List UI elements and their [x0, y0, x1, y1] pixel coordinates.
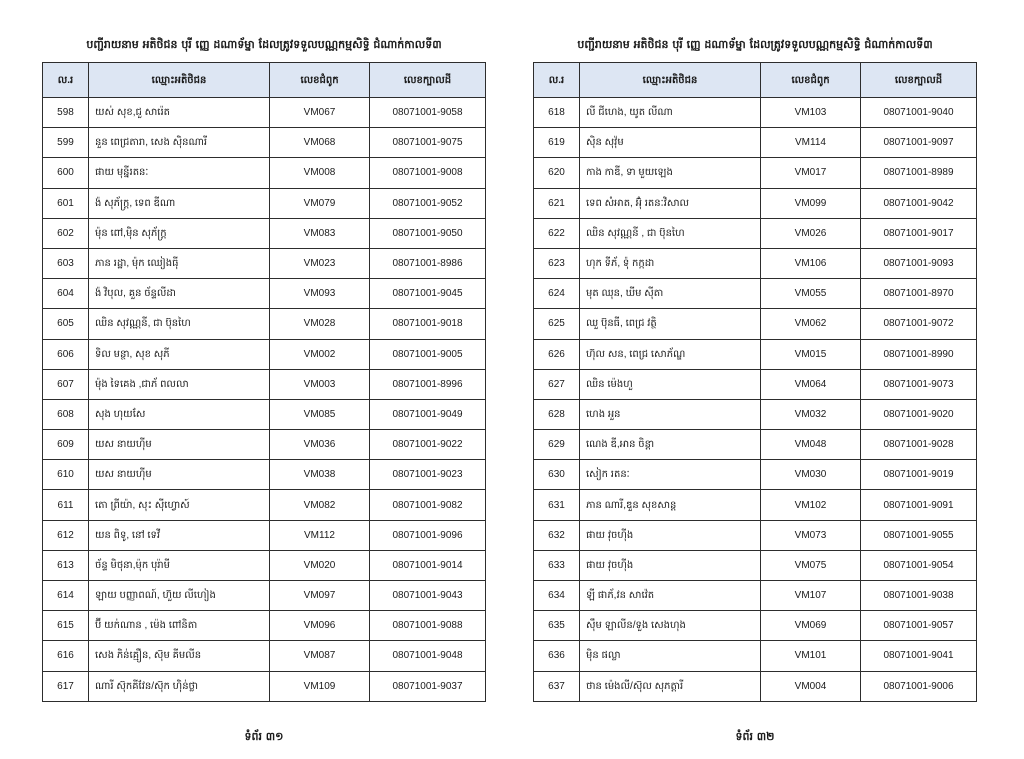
- customer-code: VM008: [270, 158, 370, 188]
- header-land: លេខក្បាលដី: [370, 63, 486, 98]
- land-number: 08071001-8989: [861, 158, 977, 188]
- table-row: [534, 309, 977, 339]
- table-row: [43, 490, 486, 520]
- land-number: 08071001-9041: [861, 641, 977, 671]
- registry-table: [42, 62, 486, 702]
- row-number: 625: [534, 309, 580, 339]
- customer-code: VM079: [270, 188, 370, 218]
- table-row: [43, 369, 486, 399]
- land-number: 08071001-9019: [861, 460, 977, 490]
- land-number: 08071001-9043: [370, 581, 486, 611]
- header-code: លេខជំពូក: [270, 63, 370, 98]
- customer-name: ឈិន សុវណ្ណនី , ជា ប៊ុនហៃ: [580, 218, 761, 248]
- row-number: 627: [534, 369, 580, 399]
- customer-code: VM069: [761, 611, 861, 641]
- customer-code: VM114: [761, 128, 861, 158]
- customer-code: VM099: [761, 188, 861, 218]
- row-number: 604: [43, 279, 89, 309]
- table-row: [534, 490, 977, 520]
- customer-name: ម៉ិន ផល្លា: [580, 641, 761, 671]
- customer-code: VM112: [270, 520, 370, 550]
- row-number: 615: [43, 611, 89, 641]
- table-row: [534, 641, 977, 671]
- customer-name: ស៊ិន សុវ៉ុម: [580, 128, 761, 158]
- row-number: 599: [43, 128, 89, 158]
- table-row: [534, 188, 977, 218]
- right-page: [533, 0, 977, 743]
- customer-code: VM103: [761, 98, 861, 128]
- customer-code: VM055: [761, 279, 861, 309]
- page-title: បញ្ជីរាយនាម អតិថិជន បុរី ញ្ញេ ដណាទ័ម្នា ដែលត្រូវទទួលបណ្ណកម្មសិទ្ធិ ជំណាក់កាលទី៣: [86, 38, 442, 51]
- table-row: [534, 128, 977, 158]
- customer-name: ឡី ផាភ័,វន សាវ៉េត: [580, 581, 761, 611]
- land-number: 08071001-9073: [861, 369, 977, 399]
- customer-name: យស នាយហ៊ីម: [89, 430, 270, 460]
- customer-name: យស នាយហ៊ីម: [89, 460, 270, 490]
- customer-code: VM087: [270, 641, 370, 671]
- land-number: 08071001-9096: [370, 520, 486, 550]
- customer-code: VM102: [761, 490, 861, 520]
- land-number: 08071001-9040: [861, 98, 977, 128]
- row-number: 636: [534, 641, 580, 671]
- customer-code: VM062: [761, 309, 861, 339]
- row-number: 609: [43, 430, 89, 460]
- customer-code: VM064: [761, 369, 861, 399]
- table-row: [43, 460, 486, 490]
- customer-name: ម៉ុង ទៃគេង ,ជាភ័ ពលលា: [89, 369, 270, 399]
- table-row: [43, 279, 486, 309]
- customer-name: ម៉ុន ពៅ,ម៉ិន សុភ័ក្រ្ត: [89, 218, 270, 248]
- table-row: [43, 550, 486, 580]
- table-row: [43, 520, 486, 550]
- table-row: [534, 520, 977, 550]
- table-row: [534, 399, 977, 429]
- table-header-row: [43, 63, 486, 98]
- header-name: ឈ្មោះអតិថិជន: [580, 63, 761, 98]
- customer-name: មុត ឈុន, ឃីម ស៊ីតា: [580, 279, 761, 309]
- customer-code: VM083: [270, 218, 370, 248]
- land-number: 08071001-9048: [370, 641, 486, 671]
- land-number: 08071001-9093: [861, 248, 977, 278]
- row-number: 624: [534, 279, 580, 309]
- customer-name: ង៉ វិបុល, គួន ច័ន្ទលីដា: [89, 279, 270, 309]
- customer-code: VM085: [270, 399, 370, 429]
- customer-code: VM028: [270, 309, 370, 339]
- customer-name: ស៊ឹម ឡាលីន/ទួង សេងហុង: [580, 611, 761, 641]
- header-name: ឈ្មោះអតិថិជន: [89, 63, 270, 98]
- header-no: ល.រ: [43, 63, 89, 98]
- land-number: 08071001-9072: [861, 309, 977, 339]
- customer-code: VM030: [761, 460, 861, 490]
- customer-code: VM097: [270, 581, 370, 611]
- table-row: [43, 339, 486, 369]
- customer-code: VM048: [761, 430, 861, 460]
- land-number: 08071001-9018: [370, 309, 486, 339]
- table-row: [534, 218, 977, 248]
- table-row: [43, 248, 486, 278]
- customer-code: VM075: [761, 550, 861, 580]
- customer-code: VM096: [270, 611, 370, 641]
- row-number: 628: [534, 399, 580, 429]
- customer-code: VM106: [761, 248, 861, 278]
- table-row: [534, 158, 977, 188]
- row-number: 608: [43, 399, 89, 429]
- customer-name: លី ជីហេង, យូត លីណា: [580, 98, 761, 128]
- customer-code: VM107: [761, 581, 861, 611]
- customer-code: VM023: [270, 248, 370, 278]
- table-row: [43, 641, 486, 671]
- table-row: [534, 98, 977, 128]
- table-row: [534, 369, 977, 399]
- row-number: 600: [43, 158, 89, 188]
- table-row: [534, 550, 977, 580]
- land-number: 08071001-9014: [370, 550, 486, 580]
- land-number: 08071001-9088: [370, 611, 486, 641]
- table-row: [43, 188, 486, 218]
- row-number: 633: [534, 550, 580, 580]
- table-row: [43, 399, 486, 429]
- land-number: 08071001-9075: [370, 128, 486, 158]
- customer-code: VM036: [270, 430, 370, 460]
- row-number: 611: [43, 490, 89, 520]
- table-row: [534, 671, 977, 701]
- table-row: [43, 671, 486, 701]
- row-number: 598: [43, 98, 89, 128]
- land-number: 08071001-9038: [861, 581, 977, 611]
- customer-name: ណារី ស៊ុកគីវែន/ស៊ុក ហ៊ិន់ថ្លា: [89, 671, 270, 701]
- customer-name: កាង កាឌី, ទា មួយឡេង: [580, 158, 761, 188]
- table-row: [534, 430, 977, 460]
- left-page: [42, 0, 486, 743]
- land-number: 08071001-9037: [370, 671, 486, 701]
- customer-name: សេង ភិន់គ្មឿន, ស៊ុម គីមលីន: [89, 641, 270, 671]
- customer-code: VM004: [761, 671, 861, 701]
- row-number: 617: [43, 671, 89, 701]
- table-row: [43, 430, 486, 460]
- customer-code: VM109: [270, 671, 370, 701]
- row-number: 621: [534, 188, 580, 218]
- land-number: 08071001-9082: [370, 490, 486, 520]
- customer-name: ង៉ សុភ័ក្រ្ត, ទេព ឌីណា: [89, 188, 270, 218]
- customer-code: VM017: [761, 158, 861, 188]
- table-row: [43, 218, 486, 248]
- table-row: [43, 128, 486, 158]
- row-number: 614: [43, 581, 89, 611]
- customer-name: ហ៊ុល សន, ពេជ្រ សោភ័ណ្ឌ: [580, 339, 761, 369]
- row-number: 634: [534, 581, 580, 611]
- land-number: 08071001-9020: [861, 399, 977, 429]
- customer-name: ឈួ ប៊ុនធី, ពេជ្រ វត្ថិ: [580, 309, 761, 339]
- customer-name: ឡាយ បញ្ញាពណ៍, ហ៊ួយ លីហៀង: [89, 581, 270, 611]
- customer-name: ផាយ វុចហ៊ីង: [580, 520, 761, 550]
- customer-code: VM093: [270, 279, 370, 309]
- customer-name: សុង ហុយសែ: [89, 399, 270, 429]
- customer-name: ហេង អួន: [580, 399, 761, 429]
- customer-code: VM101: [761, 641, 861, 671]
- row-number: 613: [43, 550, 89, 580]
- table-row: [43, 98, 486, 128]
- table-row: [534, 581, 977, 611]
- header-land: លេខក្បាលដី: [861, 63, 977, 98]
- row-number: 631: [534, 490, 580, 520]
- table-row: [43, 158, 486, 188]
- land-number: 08071001-9058: [370, 98, 486, 128]
- land-number: 08071001-9055: [861, 520, 977, 550]
- page-title: បញ្ជីរាយនាម អតិថិជន បុរី ញ្ញេ ដណាទ័ម្នា ដែលត្រូវទទួលបណ្ណកម្មសិទ្ធិ ជំណាក់កាលទី៣: [577, 38, 933, 51]
- land-number: 08071001-9017: [861, 218, 977, 248]
- row-number: 610: [43, 460, 89, 490]
- customer-code: VM015: [761, 339, 861, 369]
- table-row: [43, 611, 486, 641]
- table-row: [534, 248, 977, 278]
- customer-code: VM002: [270, 339, 370, 369]
- row-number: 601: [43, 188, 89, 218]
- land-number: 08071001-9049: [370, 399, 486, 429]
- land-number: 08071001-9028: [861, 430, 977, 460]
- customer-name: យស់ សុខ,ជួ សារ៉េត: [89, 98, 270, 128]
- land-number: 08071001-9008: [370, 158, 486, 188]
- row-number: 620: [534, 158, 580, 188]
- row-number: 619: [534, 128, 580, 158]
- customer-name: ផាយ វុចហ៊ីង: [580, 550, 761, 580]
- row-number: 603: [43, 248, 89, 278]
- table-row: [534, 611, 977, 641]
- land-number: 08071001-9054: [861, 550, 977, 580]
- row-number: 605: [43, 309, 89, 339]
- customer-code: VM082: [270, 490, 370, 520]
- customer-name: យន ពិទូ, នៅ ទេវី: [89, 520, 270, 550]
- customer-name: ឈិន សុវណ្ណនី, ជា ប៊ុនហៃ: [89, 309, 270, 339]
- customer-name: ភាន ណារី,ឌួន សុខសាន្ត: [580, 490, 761, 520]
- land-number: 08071001-9097: [861, 128, 977, 158]
- customer-code: VM003: [270, 369, 370, 399]
- table-row: [43, 309, 486, 339]
- row-number: 637: [534, 671, 580, 701]
- customer-code: VM068: [270, 128, 370, 158]
- row-number: 629: [534, 430, 580, 460]
- land-number: 08071001-9006: [861, 671, 977, 701]
- customer-name: ទេព សំអាត, អ៊ុំ រតនៈវិសាល: [580, 188, 761, 218]
- customer-code: VM038: [270, 460, 370, 490]
- customer-code: VM067: [270, 98, 370, 128]
- land-number: 08071001-8996: [370, 369, 486, 399]
- row-number: 626: [534, 339, 580, 369]
- land-number: 08071001-9052: [370, 188, 486, 218]
- land-number: 08071001-8986: [370, 248, 486, 278]
- customer-name: ច័ន្ទ មិថុនា,ម៉ុក បុរ៉ាមី: [89, 550, 270, 580]
- customer-code: VM032: [761, 399, 861, 429]
- customer-name: នួន ពេជ្រតារា, សេង ស៊ិនណារី: [89, 128, 270, 158]
- table-body: [43, 98, 486, 702]
- row-number: 602: [43, 218, 89, 248]
- customer-name: ប៊ី យក់ណាន , ម៉េង ពៅនិតា: [89, 611, 270, 641]
- land-number: 08071001-9057: [861, 611, 977, 641]
- page-number: ទំព័រ ៣២: [735, 730, 775, 743]
- registry-table: [533, 62, 977, 702]
- table-body: [534, 98, 977, 702]
- land-number: 08071001-9042: [861, 188, 977, 218]
- land-number: 08071001-9091: [861, 490, 977, 520]
- land-number: 08071001-8970: [861, 279, 977, 309]
- land-number: 08071001-9022: [370, 430, 486, 460]
- row-number: 635: [534, 611, 580, 641]
- table-row: [534, 460, 977, 490]
- customer-name: ណេង ឌី,អាន ចិន្តា: [580, 430, 761, 460]
- customer-name: ផាយ មុន្នីរតនៈ: [89, 158, 270, 188]
- row-number: 618: [534, 98, 580, 128]
- customer-name: ឈិន ម៉េងហួ: [580, 369, 761, 399]
- customer-code: VM073: [761, 520, 861, 550]
- customer-code: VM020: [270, 550, 370, 580]
- land-number: 08071001-9005: [370, 339, 486, 369]
- table-row: [534, 279, 977, 309]
- land-number: 08071001-9023: [370, 460, 486, 490]
- page-number: ទំព័រ ៣១: [244, 730, 284, 743]
- row-number: 612: [43, 520, 89, 550]
- table-row: [534, 339, 977, 369]
- header-code: លេខជំពូក: [761, 63, 861, 98]
- customer-name: តោ ព្រីយ៉ា, សុះ ស៊ីហ្វោស៍: [89, 490, 270, 520]
- row-number: 622: [534, 218, 580, 248]
- land-number: 08071001-9045: [370, 279, 486, 309]
- customer-name: ថាន ម៉េងលី/ស៊ុល សុភត្តារី: [580, 671, 761, 701]
- table-row: [43, 581, 486, 611]
- row-number: 607: [43, 369, 89, 399]
- land-number: 08071001-9050: [370, 218, 486, 248]
- row-number: 623: [534, 248, 580, 278]
- row-number: 630: [534, 460, 580, 490]
- row-number: 606: [43, 339, 89, 369]
- header-no: ល.រ: [534, 63, 580, 98]
- customer-code: VM026: [761, 218, 861, 248]
- customer-name: ហុក ទីភ័, ទ៉ុ កក្កដា: [580, 248, 761, 278]
- customer-name: សៀក រតនៈ: [580, 460, 761, 490]
- row-number: 632: [534, 520, 580, 550]
- table-header-row: [534, 63, 977, 98]
- land-number: 08071001-8990: [861, 339, 977, 369]
- customer-name: ភាន រដ្ឋា, ម៉ុក ឈៀងធុី: [89, 248, 270, 278]
- customer-name: ទិល មន្ថា, សុខ សុភី: [89, 339, 270, 369]
- row-number: 616: [43, 641, 89, 671]
